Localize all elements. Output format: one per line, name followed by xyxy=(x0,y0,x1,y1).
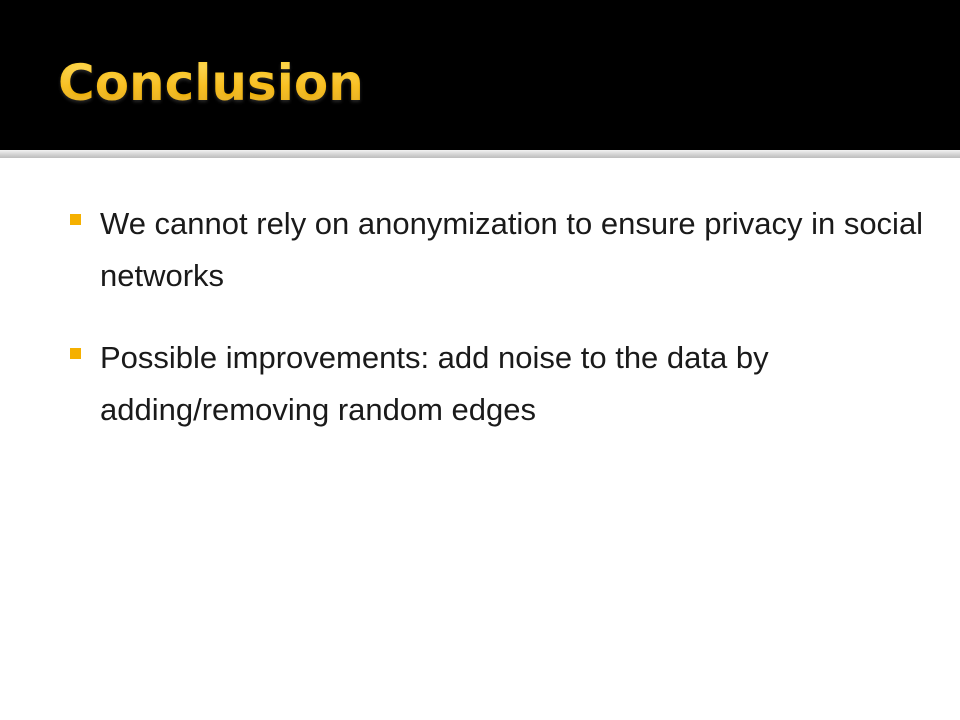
bullet-text: Possible improvements: add noise to the data by adding/removing random edges xyxy=(100,340,769,427)
bullet-item xyxy=(70,332,930,436)
square-bullet-icon xyxy=(70,214,81,225)
square-bullet-icon xyxy=(70,348,81,359)
bullet-item xyxy=(70,198,930,302)
slide-content xyxy=(70,198,930,466)
slide-title: Conclusion xyxy=(58,54,364,112)
bullet-text: We cannot rely on anonymization to ensure privacy in social networks xyxy=(100,206,924,293)
title-divider xyxy=(0,150,960,158)
bullet-list xyxy=(70,198,930,436)
title-band xyxy=(0,0,960,150)
